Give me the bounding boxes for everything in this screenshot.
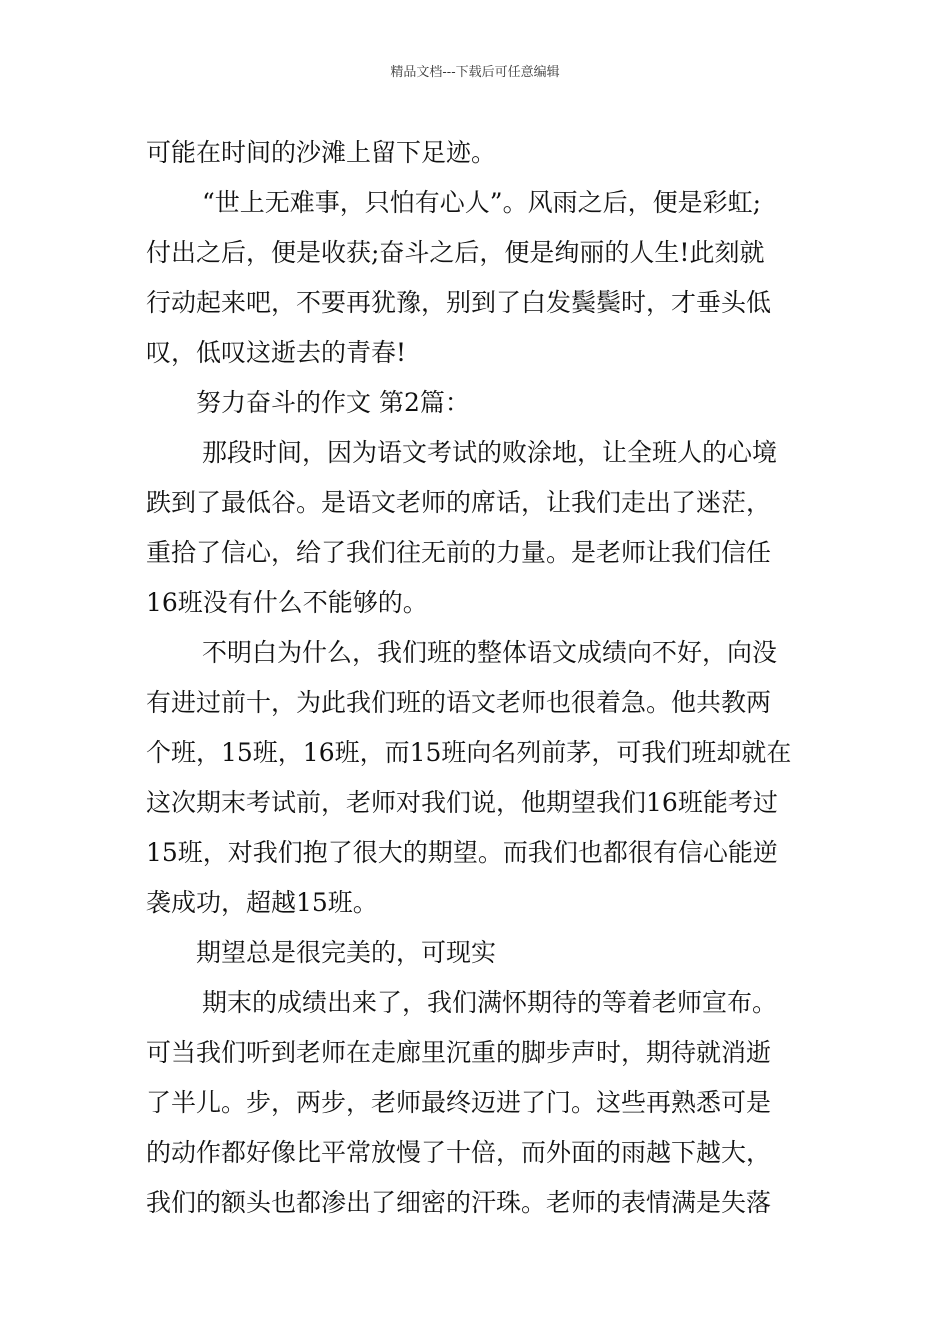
- text-line: 个班，15班，16班，而15班向名列前茅，可我们班却就在: [146, 738, 792, 767]
- text-line: “世上无难事，只怕有心人”。风雨之后，便是彩虹;: [202, 188, 761, 217]
- text-line: 的动作都好像比平常放慢了十倍，而外面的雨越下越大，: [146, 1138, 772, 1167]
- text-line: 行动起来吧，不要再犹豫，别到了白发鬓鬓时，才垂头低: [146, 288, 772, 317]
- text-line: 我们的额头也都渗出了细密的汗珠。老师的表情满是失落: [146, 1188, 772, 1217]
- document-body: [146, 128, 810, 1228]
- text-line: 叹，低叹这逝去的青春!: [146, 338, 407, 367]
- text-line: 重拾了信心，给了我们往无前的力量。是老师让我们信任: [146, 538, 772, 567]
- text-line: 付出之后，便是收获;奋斗之后，便是绚丽的人生!此刻就: [146, 238, 765, 267]
- text-line: 袭成功，超越15班。: [146, 888, 378, 917]
- text-line: 可能在时间的沙滩上留下足迹。: [146, 138, 497, 167]
- text-line: 不明白为什么，我们班的整体语文成绩向不好，向没: [202, 638, 778, 667]
- text-line: 有进过前十，为此我们班的语文老师也很着急。他共教两: [146, 688, 772, 717]
- text-line: 期末的成绩出来了，我们满怀期待的等着老师宣布。: [202, 988, 778, 1017]
- page-header: 精品文档---下载后可任意编辑: [390, 65, 560, 80]
- text-line: 了半儿。步，两步，老师最终迈进了门。这些再熟悉可是: [146, 1088, 772, 1117]
- text-line: 期望总是很完美的，可现实: [196, 938, 497, 967]
- text-line: 这次期末考试前，老师对我们说，他期望我们16班能考过: [146, 788, 778, 817]
- text-line: 那段时间，因为语文考试的败涂地，让全班人的心境: [202, 438, 778, 467]
- section-heading: 努力奋斗的作文 第2篇：: [196, 388, 470, 417]
- text-line: 跌到了最低谷。是语文老师的席话，让我们走出了迷茫，: [146, 488, 772, 517]
- text-line: 16班没有什么不能够的。: [146, 588, 428, 617]
- text-line: 可当我们听到老师在走廊里沉重的脚步声时，期待就消逝: [146, 1038, 772, 1067]
- text-line: 15班，对我们抱了很大的期望。而我们也都很有信心能逆: [146, 838, 778, 867]
